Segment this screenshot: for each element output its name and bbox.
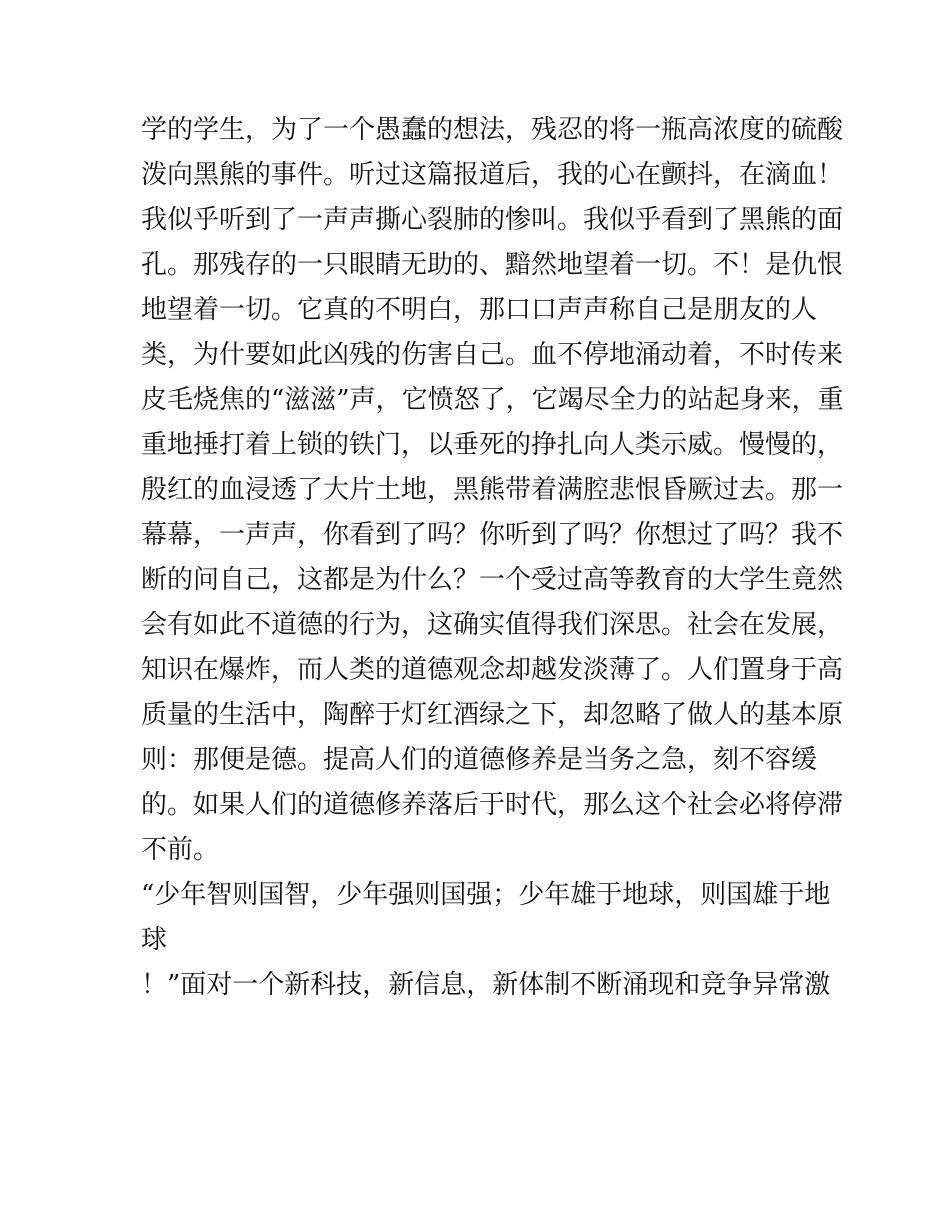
text-line: 则：那便是德。提高人们的道德修养是当务之急，刻不容缓 <box>141 745 818 775</box>
text-line: 断的问自己，这都是为什么？一个受过高等教育的大学生竟然 <box>141 565 844 595</box>
text-line: 重地捶打着上锁的铁门，以垂死的挣扎向人类示威。慢慢的， <box>141 430 844 460</box>
text-line: 质量的生活中，陶醉于灯红酒绿之下，却忽略了做人的基本原 <box>141 700 844 730</box>
text-line: 的。如果人们的道德修养落后于时代，那么这个社会必将停滞 <box>141 790 844 820</box>
text-line: 泼向黑熊的事件。听过这篇报道后，我的心在颤抖，在滴血！ <box>141 160 844 190</box>
text-line: 殷红的血浸透了大片土地，黑熊带着满腔悲恨昏厥过去。那一 <box>141 475 844 505</box>
text-line: 皮毛烧焦的“滋滋”声，它愤怒了，它竭尽全力的站起身来，重 <box>141 385 844 415</box>
text-line: 不前。 <box>141 835 220 865</box>
text-line: 幕幕，一声声，你看到了吗？你听到了吗？你想过了吗？我不 <box>141 520 844 550</box>
text-line: 知识在爆炸，而人类的道德观念却越发淡薄了。人们置身于高 <box>141 655 844 685</box>
text-line: 孔。那残存的一只眼睛无助的、黯然地望着一切。不！是仇恨 <box>141 250 844 280</box>
text-line: 类，为什要如此凶残的伤害自己。血不停地涌动着，不时传来 <box>141 340 844 370</box>
text-line: 会有如此不道德的行为，这确实值得我们深思。社会在发展， <box>141 610 844 640</box>
text-line: 球 <box>141 925 168 955</box>
text-line: 我似乎听到了一声声撕心裂肺的惨叫。我似乎看到了黑熊的面 <box>141 205 844 235</box>
body-text <box>141 108 844 1008</box>
text-line: 地望着一切。它真的不明白，那口口声声称自己是朋友的人 <box>141 295 818 325</box>
text-line: 学的学生，为了一个愚蠢的想法，残忍的将一瓶高浓度的硫酸 <box>141 115 844 145</box>
text-line: ！”面对一个新科技，新信息，新体制不断涌现和竞争异常激 <box>141 970 831 1000</box>
text-line: “少年智则国智，少年强则国强；少年雄于地球，则国雄于地 <box>141 880 831 910</box>
